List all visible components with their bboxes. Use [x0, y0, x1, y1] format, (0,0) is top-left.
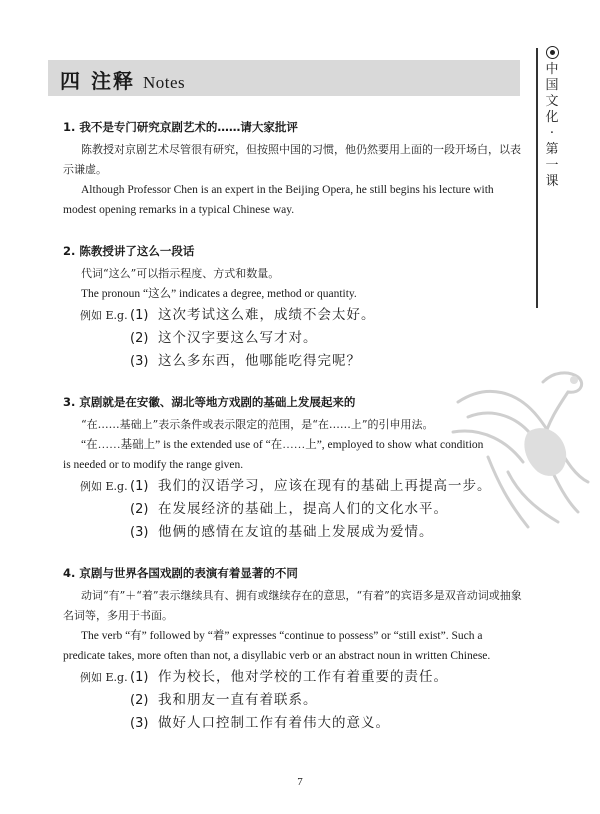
- notes-content: [63, 118, 525, 749]
- side-divider: [536, 48, 538, 308]
- example-row: [63, 304, 525, 327]
- example-sentence: 这么多东西，他哪能吃得完呢？: [158, 353, 361, 369]
- note-title: 3. 京剧就是在安徽、湖北等地方戏剧的基础上发展起来的: [63, 395, 356, 409]
- section-title-en: Notes: [142, 73, 186, 92]
- example-sentence: 在发展经济的基础上，提高人们的文化水平。: [158, 501, 448, 517]
- example-row: [63, 666, 525, 689]
- example-row: [63, 712, 525, 735]
- example-row: [63, 521, 525, 544]
- example-sentence: 我和朋友一直有着联系。: [158, 692, 318, 708]
- example-row: [63, 475, 525, 498]
- example-sentence: 做好人口控制工作有着伟大的意义。: [158, 715, 390, 731]
- example-lead: 例如 E.g.: [80, 480, 128, 493]
- note-explanation-en: The pronoun “这么” indicates a degree, method or quantity.: [81, 288, 357, 300]
- example-sentence: 这个汉字要这么写才对。: [158, 330, 318, 346]
- note-explanation-en: “在……基础上” is the extended use of “在……上”, employed to show what condition is needed or to modify the range given.: [63, 439, 484, 471]
- chapter-side-label: [542, 46, 562, 190]
- example-row: [63, 498, 525, 521]
- section-title: [60, 65, 185, 91]
- note-explanation-en: Although Professor Chen is an expert in the Beijing Opera, he still begins his lecture with modest opening remarks in a typical Chinese way.: [63, 184, 494, 216]
- note-item-4: [63, 564, 525, 735]
- example-row: [63, 327, 525, 350]
- example-row: [63, 350, 525, 373]
- side-label-char: 一: [545, 158, 559, 173]
- example-sentence: 这次考试这么难，成绩不会太好。: [158, 307, 376, 323]
- page-number: 7: [297, 776, 303, 788]
- example-row: [63, 689, 525, 712]
- note-item-2: [63, 242, 525, 373]
- example-sentence: 他俩的感情在友谊的基础上发展成为爱情。: [158, 524, 434, 540]
- note-title: 4. 京剧与世界各国戏剧的表演有着显著的不同: [63, 566, 298, 580]
- example-number: (2): [130, 331, 149, 346]
- side-label-char: 第: [545, 142, 559, 157]
- example-sentence: 作为校长，他对学校的工作有着重要的责任。: [158, 669, 448, 685]
- side-label-char: ·: [549, 126, 555, 141]
- example-number: (1): [130, 479, 149, 494]
- example-number: (3): [130, 354, 149, 369]
- example-number: (2): [130, 502, 149, 517]
- example-number: (1): [130, 308, 149, 323]
- note-explanation-cn: 代词“这么”可以指示程度、方式和数量。: [81, 267, 280, 280]
- side-label-char: 国: [545, 78, 559, 93]
- note-explanation-cn: 动词“有”＋“着”表示继续具有、拥有或继续存在的意思，“有着”的宾语多是双音动词或抽象名词等，多用于书面。: [63, 589, 522, 622]
- example-lead: 例如 E.g.: [80, 671, 128, 684]
- example-number: (3): [130, 716, 149, 731]
- example-lead: 例如 E.g.: [80, 309, 128, 322]
- side-label-char: 课: [545, 174, 559, 189]
- example-sentence: 我们的汉语学习，应该在现有的基础上再提高一步。: [158, 478, 492, 494]
- note-title: 2. 陈教授讲了这么一段话: [63, 244, 195, 258]
- example-number: (3): [130, 525, 149, 540]
- note-explanation-cn: 陈教授对京剧艺术尽管很有研究，但按照中国的习惯，他仍然要用上面的一段开场白，以表示谦虚。: [63, 143, 521, 176]
- note-explanation-cn: “在……基础上”表示条件或表示限定的范围，是“在……上”的引申用法。: [81, 418, 434, 431]
- side-label-char: 中: [545, 62, 559, 77]
- note-item-3: [63, 393, 525, 544]
- side-label-char: 文: [545, 94, 559, 109]
- note-title: 1. 我不是专门研究京剧艺术的……请大家批评: [63, 120, 298, 134]
- section-title-cn: 四 注释: [60, 69, 135, 93]
- example-number: (2): [130, 693, 149, 708]
- sun-circle-icon: [546, 46, 559, 59]
- example-number: (1): [130, 670, 149, 685]
- side-label-char: 化: [545, 110, 559, 125]
- note-explanation-en: The verb “有” followed by “着” expresses “continue to possess” or “still exist”. Such a predicate takes, more often than not, a disyllabic verb or an abstract noun in written Chinese.: [63, 630, 491, 662]
- note-item-1: [63, 118, 525, 220]
